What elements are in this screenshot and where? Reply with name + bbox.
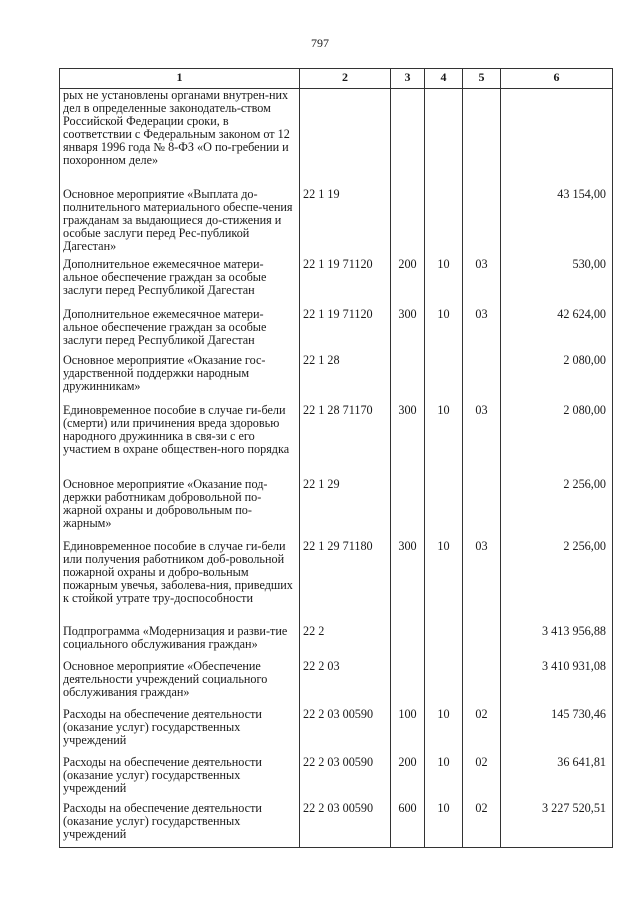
table-row	[60, 756, 613, 802]
row-col5	[463, 625, 501, 660]
row-col5	[463, 89, 501, 188]
row-col5: 02	[463, 756, 501, 802]
row-col4: 10	[425, 404, 463, 478]
row-name: Единовременное пособие в случае ги-бели или получения работником доб-ровольной пожарной охраны и добро-вольным пожарным увечья, заболева-ния, приведших к стойкой утрате тру-доспособности	[60, 540, 300, 625]
row-name: Подпрограмма «Модернизация и разви-тие социального обслуживания граждан»	[60, 625, 300, 660]
table-row	[60, 660, 613, 708]
row-code: 22 1 29	[300, 478, 391, 540]
row-name: Дополнительное ежемесячное матери-альное обеспечение граждан за особые заслуги перед Республикой Дагестан	[60, 258, 300, 308]
column-header-4: 4	[425, 69, 463, 89]
row-code: 22 1 19 71120	[300, 258, 391, 308]
column-header-5: 5	[463, 69, 501, 89]
row-amount: 145 730,46	[501, 708, 613, 756]
row-amount: 2 256,00	[501, 540, 613, 625]
row-amount: 36 641,81	[501, 756, 613, 802]
row-col3	[391, 660, 425, 708]
row-col3: 600	[391, 802, 425, 848]
row-name: Основное мероприятие «Оказание под-держки работникам добровольной по-жарной охраны и добровольным по-жарным»	[60, 478, 300, 540]
row-col5	[463, 660, 501, 708]
row-col3: 300	[391, 540, 425, 625]
row-code: 22 2 03 00590	[300, 802, 391, 848]
row-name: Основное мероприятие «Оказание гос-ударственной поддержки народным дружинникам»	[60, 354, 300, 404]
row-col4: 10	[425, 308, 463, 354]
table-row	[60, 540, 613, 625]
table-header-row	[60, 69, 613, 89]
row-name: Основное мероприятие «Обеспечение деятельности учреждений социального обслуживания граждан»	[60, 660, 300, 708]
row-code: 22 1 19 71120	[300, 308, 391, 354]
row-name: Расходы на обеспечение деятельности (оказание услуг) государственных учреждений	[60, 756, 300, 802]
row-code: 22 2 03 00590	[300, 756, 391, 802]
row-col4	[425, 478, 463, 540]
row-col4	[425, 89, 463, 188]
row-col3	[391, 89, 425, 188]
row-name: рых не установлены органами внутрен-них дел в определенные законодатель-ством Российской Федерации сроки, в соответствии с Федеральным законом от 12 января 1996 года № 8-ФЗ «О по-гребении и похоронном деле»	[60, 89, 300, 188]
row-amount: 2 256,00	[501, 478, 613, 540]
row-code: 22 1 29 71180	[300, 540, 391, 625]
row-col4: 10	[425, 756, 463, 802]
row-amount: 3 413 956,88	[501, 625, 613, 660]
row-col4	[425, 625, 463, 660]
column-header-1: 1	[60, 69, 300, 89]
row-col4: 10	[425, 802, 463, 848]
row-col3	[391, 354, 425, 404]
row-col3: 300	[391, 404, 425, 478]
row-col4	[425, 188, 463, 258]
row-amount: 530,00	[501, 258, 613, 308]
table-row	[60, 89, 613, 188]
row-col4	[425, 660, 463, 708]
column-header-2: 2	[300, 69, 391, 89]
row-col5	[463, 478, 501, 540]
table-row	[60, 708, 613, 756]
row-name: Основное мероприятие «Выплата до-полнительного материального обеспе-чения гражданам за выдающиеся до-стижения и особые заслуги перед Рес-публикой Дагестан»	[60, 188, 300, 258]
row-col3: 200	[391, 756, 425, 802]
row-amount: 2 080,00	[501, 354, 613, 404]
row-col5: 03	[463, 540, 501, 625]
table-row	[60, 802, 613, 848]
row-code	[300, 89, 391, 188]
row-col5: 02	[463, 802, 501, 848]
row-amount: 2 080,00	[501, 404, 613, 478]
row-col5	[463, 188, 501, 258]
column-header-3: 3	[391, 69, 425, 89]
row-code: 22 2 03 00590	[300, 708, 391, 756]
row-name: Расходы на обеспечение деятельности (оказание услуг) государственных учреждений	[60, 802, 300, 848]
table-row	[60, 188, 613, 258]
row-col4	[425, 354, 463, 404]
row-col5: 03	[463, 258, 501, 308]
row-col3	[391, 188, 425, 258]
row-amount	[501, 89, 613, 188]
table-row	[60, 404, 613, 478]
row-amount: 3 410 931,08	[501, 660, 613, 708]
row-col3	[391, 625, 425, 660]
table-row	[60, 354, 613, 404]
row-code: 22 2	[300, 625, 391, 660]
row-code: 22 1 19	[300, 188, 391, 258]
row-col3: 200	[391, 258, 425, 308]
row-code: 22 2 03	[300, 660, 391, 708]
row-col4: 10	[425, 708, 463, 756]
row-amount: 3 227 520,51	[501, 802, 613, 848]
row-col3	[391, 478, 425, 540]
row-name: Дополнительное ежемесячное матери-альное обеспечение граждан за особые заслуги перед Республикой Дагестан	[60, 308, 300, 354]
row-col3: 300	[391, 308, 425, 354]
column-header-6: 6	[501, 69, 613, 89]
row-amount: 43 154,00	[501, 188, 613, 258]
table-row	[60, 258, 613, 308]
table-row	[60, 308, 613, 354]
table-row	[60, 478, 613, 540]
table-row	[60, 625, 613, 660]
row-col4: 10	[425, 540, 463, 625]
row-amount: 42 624,00	[501, 308, 613, 354]
row-code: 22 1 28 71170	[300, 404, 391, 478]
page-number: 797	[311, 36, 329, 50]
row-name: Расходы на обеспечение деятельности (оказание услуг) государственных учреждений	[60, 708, 300, 756]
row-name: Единовременное пособие в случае ги-бели (смерти) или причинения вреда здоровью народного дружинника в свя-зи с его участием в охране обществен-ного порядка	[60, 404, 300, 478]
row-col5: 03	[463, 404, 501, 478]
budget-table	[59, 68, 613, 848]
row-col5	[463, 354, 501, 404]
row-col3: 100	[391, 708, 425, 756]
row-col5: 02	[463, 708, 501, 756]
row-col4: 10	[425, 258, 463, 308]
row-col5: 03	[463, 308, 501, 354]
row-code: 22 1 28	[300, 354, 391, 404]
